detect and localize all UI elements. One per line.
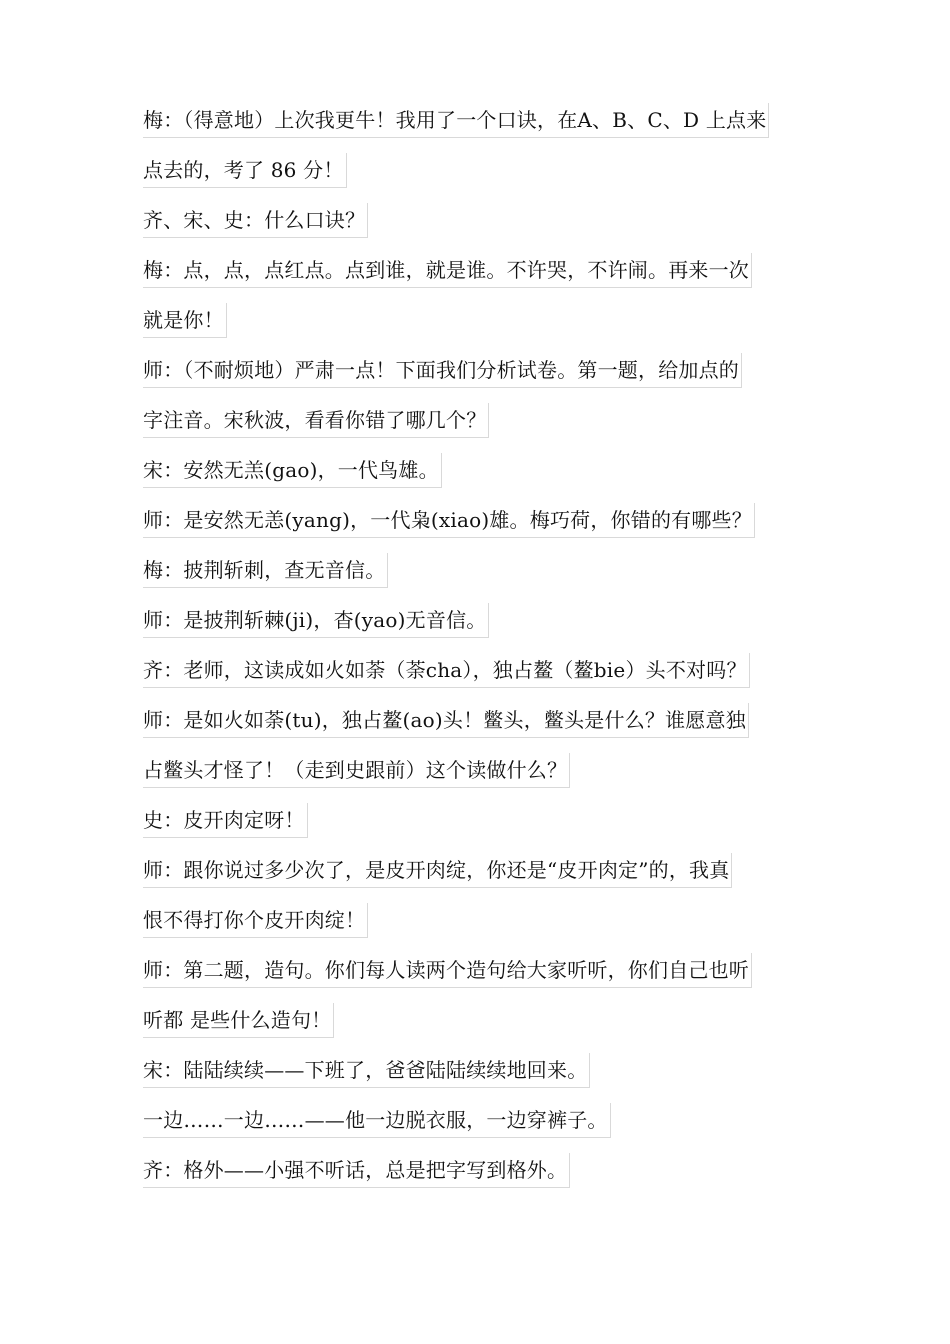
text-line: 一边……一边……——他一边脱衣服，一边穿裤子。 xyxy=(143,1103,611,1138)
text-line: 恨不得打你个皮开肉绽！ xyxy=(143,903,368,938)
text-line: 师：是安然无恙(yang)，一代枭(xiao)雄。梅巧荷，你错的有哪些？ xyxy=(143,503,755,538)
text-line: 梅：点，点，点红点。点到谁，就是谁。不许哭，不许闹。再来一次 xyxy=(143,253,752,288)
text-line: 师：（不耐烦地）严肃一点！下面我们分析试卷。第一题，给加点的 xyxy=(143,353,742,388)
text-line: 梅：披荆斩刺，查无音信。 xyxy=(143,553,388,588)
text-line: 宋：陆陆续续——下班了，爸爸陆陆续续地回来。 xyxy=(143,1053,590,1088)
text-line: 齐：格外——小强不听话，总是把字写到格外。 xyxy=(143,1153,570,1188)
text-line: 师：第二题，造句。你们每人读两个造句给大家听听，你们自己也听 xyxy=(143,953,752,988)
text-line: 师：跟你说过多少次了，是皮开肉绽，你还是“皮开肉定”的，我真 xyxy=(143,853,732,888)
text-line: 师：是如火如荼(tu)，独占鳌(ao)头！鳖头，鳖头是什么？谁愿意独 xyxy=(143,703,749,738)
text-line: 点去的，考了 86 分！ xyxy=(143,153,347,188)
text-line: 齐、宋、史：什么口诀？ xyxy=(143,203,368,238)
text-line: 听都 是些什么造句！ xyxy=(143,1003,334,1038)
text-line: 师：是披荆斩棘(ji)，杳(yao)无音信。 xyxy=(143,603,489,638)
text-line: 占鳖头才怪了！（走到史跟前）这个读做什么？ xyxy=(143,753,570,788)
text-line: 字注音。宋秋波，看看你错了哪几个？ xyxy=(143,403,489,438)
text-line: 梅：（得意地）上次我更牛！我用了一个口诀，在A、B、C、D 上点来 xyxy=(143,103,769,138)
text-line: 史：皮开肉定呀！ xyxy=(143,803,308,838)
text-line: 就是你！ xyxy=(143,303,227,338)
text-line: 齐：老师，这读成如火如荼（荼cha），独占鳌（鳌bie）头不对吗？ xyxy=(143,653,750,688)
text-line: 宋：安然无羔(gao)，一代鸟雄。 xyxy=(143,453,442,488)
